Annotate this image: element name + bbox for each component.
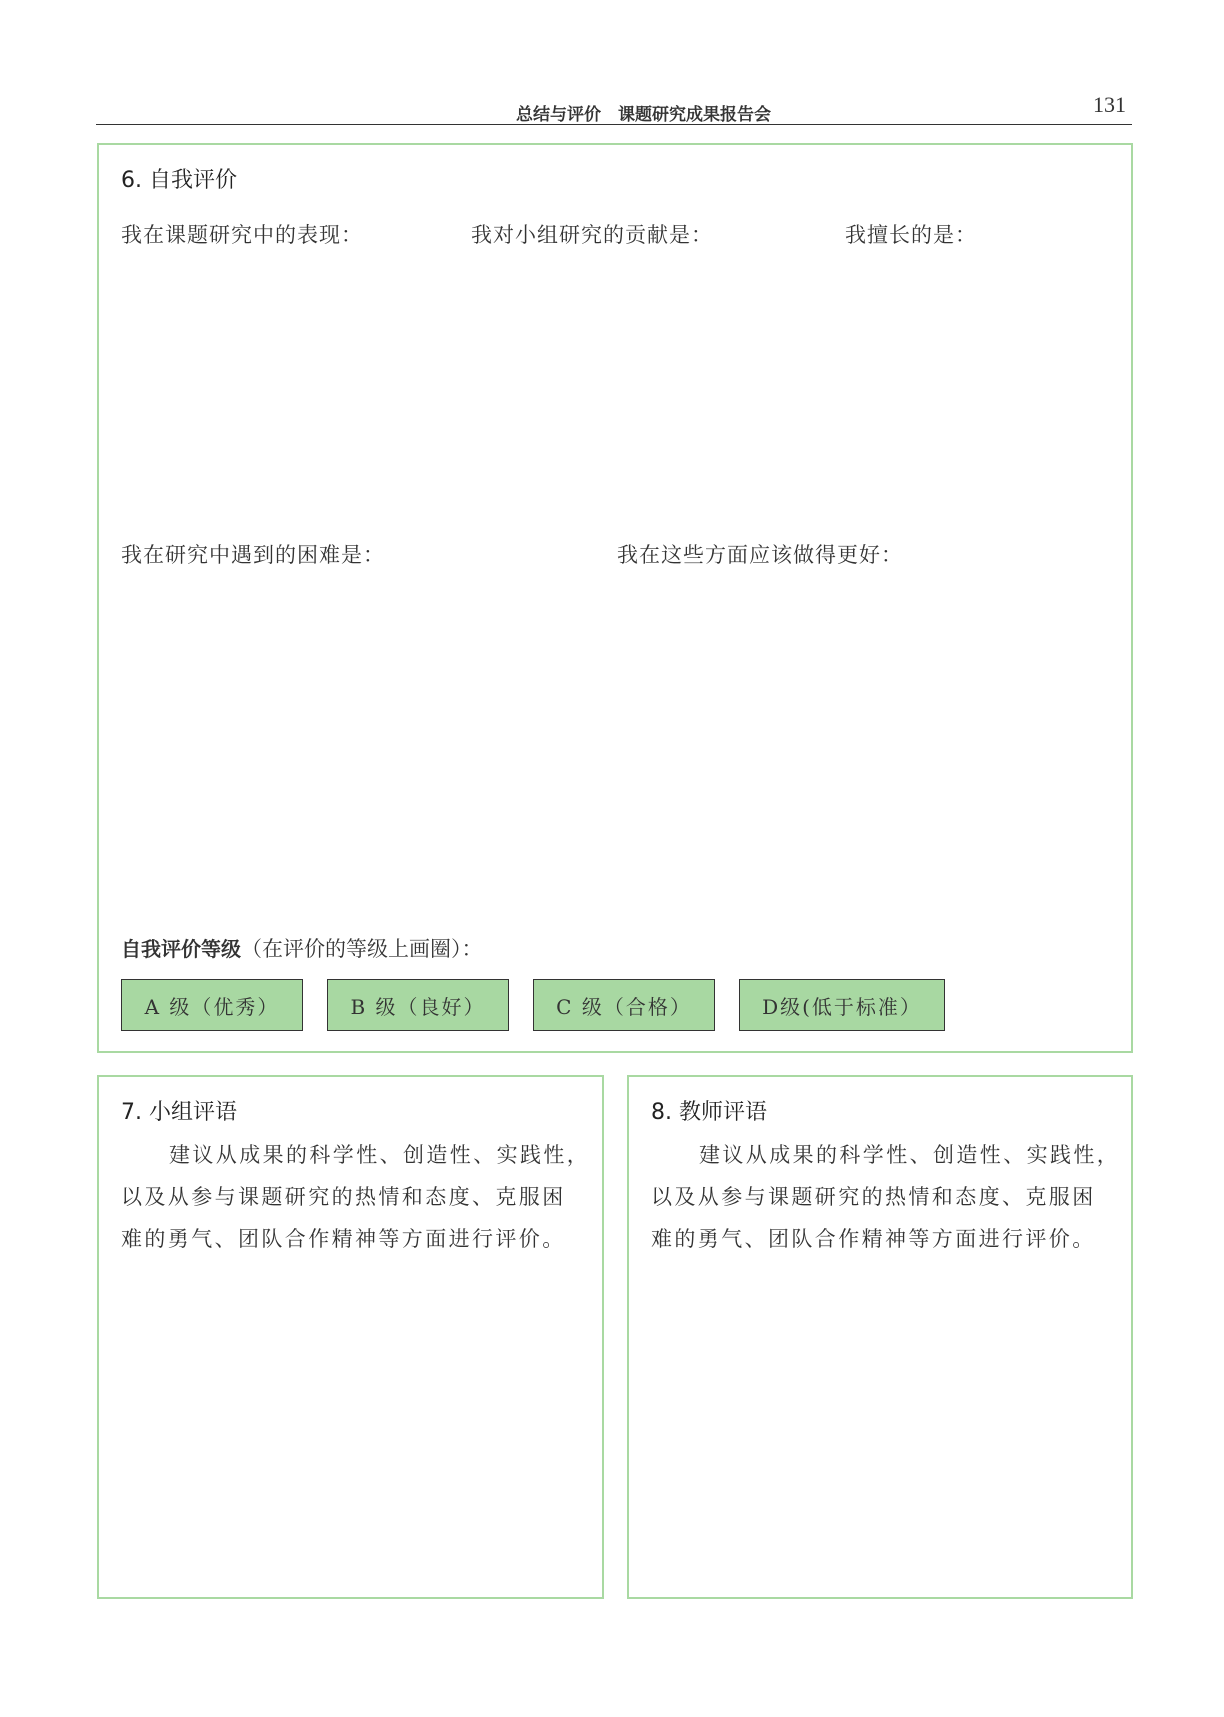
teacher-comment-line-1: 建议从成果的科学性、创造性、实践性， (699, 1143, 1121, 1167)
group-comment-box (97, 1075, 604, 1599)
self-evaluation-title: 6. 自我评价 (121, 168, 237, 193)
teacher-comment-text (651, 1134, 1121, 1260)
grade-label-title: 自我评价等级 (121, 937, 241, 961)
teacher-comment-title: 8. 教师评语 (651, 1100, 767, 1125)
group-comment-line-1: 建议从成果的科学性、创造性、实践性， (169, 1143, 591, 1167)
group-comment-title: 7. 小组评语 (121, 1100, 237, 1125)
teacher-comment-line-3: 难的勇气、团队合作精神等方面进行评价。 (651, 1227, 1096, 1251)
group-comment-text (121, 1134, 591, 1260)
contribution-prompt: 我对小组研究的贡献是： (471, 223, 713, 247)
strength-prompt: 我擅长的是： (845, 223, 977, 247)
difficulty-prompt: 我在研究中遇到的困难是： (121, 543, 385, 567)
improve-prompt: 我在这些方面应该做得更好： (617, 543, 903, 567)
page-number: 131 (1093, 92, 1126, 117)
performance-prompt: 我在课题研究中的表现： (121, 223, 363, 247)
group-comment-line-3: 难的勇气、团队合作精神等方面进行评价。 (121, 1227, 566, 1251)
header-title: 总结与评价 课题研究成果报告会 (516, 105, 771, 125)
self-evaluation-box (97, 143, 1133, 1053)
grade-b-option[interactable]: B 级（良好） (327, 979, 509, 1031)
grade-label-note: （在评价的等级上画圈）： (241, 937, 483, 961)
teacher-comment-box (627, 1075, 1133, 1599)
page-header (96, 92, 1132, 125)
teacher-comment-line-2: 以及从参与课题研究的热情和态度、克服困 (651, 1185, 1096, 1209)
grade-c-option[interactable]: C 级（合格） (533, 979, 715, 1031)
grade-d-option[interactable]: D级(低于标准） (739, 979, 945, 1031)
grade-label (121, 933, 483, 963)
group-comment-line-2: 以及从参与课题研究的热情和态度、克服困 (121, 1185, 566, 1209)
grade-a-option[interactable]: A 级（优秀） (121, 979, 303, 1031)
